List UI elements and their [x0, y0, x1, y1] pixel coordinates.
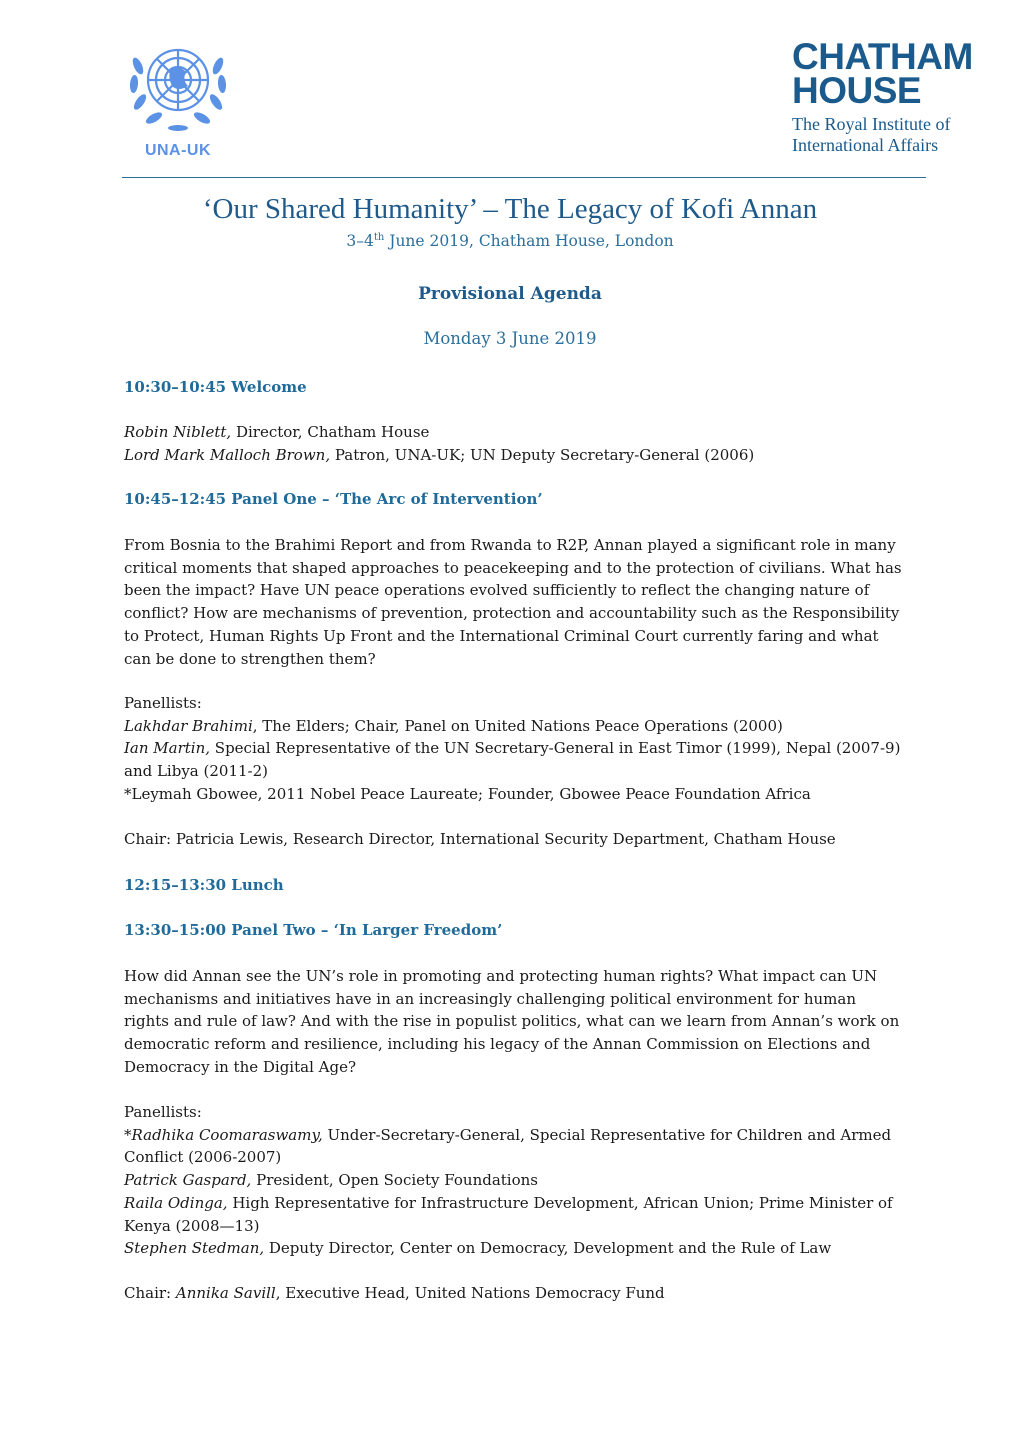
lunch-heading: 12:15–13:30 Lunch	[124, 876, 284, 894]
panel-one-description: From Bosnia to the Brahimi Report and from Rwanda to R2P, Annan played a significant role in many critical moments that shaped approaches to peacekeeping and to the protection of civilians. What has been the impact? Have UN peace operations evolved sufficiently to reflect the changing nature of conflict? How are mechanisms of prevention, protection and accountability such as the Responsibility to Protect, Human Rights Up Front and the International Criminal Court currently faring and what can be done to strengthen them?	[124, 536, 902, 668]
panellist: *Radhika Coomaraswamy, Under-Secretary-General, Special Representative for Children and Armed	[124, 1125, 892, 1144]
chatham-logo-line1: CHATHAM	[792, 36, 973, 77]
header-divider	[122, 177, 926, 178]
chatham-logo-line2: HOUSE	[792, 70, 922, 111]
welcome-speaker: Robin Niblett, Director, Chatham House	[124, 423, 430, 441]
panellist: Ian Martin, Special Representative of the UN Secretary-General in East Timor (1999), Nepal (2007-9)	[124, 739, 901, 758]
panel-two-description: How did Annan see the UN’s role in promoting and protecting human rights? What impact can UN mechanisms and initiatives have in an increasingly challenging political environment for human rights and rule of law? And with the rise in populist politics, what can we learn from Annan’s work on democratic reform and resilience, including his legacy of the Annan Commission on Elections and Democracy in the Digital Age?	[124, 967, 900, 1076]
una-uk-logo	[120, 36, 236, 160]
panel-one-chair: Chair: Patricia Lewis, Research Director, International Security Department, Chatham House	[124, 830, 836, 848]
panellist: Raila Odinga, High Representative for Infrastructure Development, African Union; Prime Minister of	[124, 1193, 893, 1212]
welcome-speaker: Lord Mark Malloch Brown, Patron, UNA-UK; UN Deputy Secretary-General (2006)	[124, 445, 755, 464]
panellist: *Leymah Gbowee, 2011 Nobel Peace Laureate; Founder, Gbowee Peace Foundation Africa	[124, 784, 811, 803]
chatham-logo-sub2: International Affairs	[792, 135, 939, 155]
panellist: Patrick Gaspard, President, Open Society Foundations	[124, 1171, 538, 1190]
chatham-logo-sub1: The Royal Institute of	[792, 114, 951, 134]
panel-two-heading: 13:30–15:00 Panel Two – ‘In Larger Freedom’	[124, 921, 503, 939]
panel-two-chair: Chair: Annika Savill, Executive Head, United Nations Democracy Fund	[124, 1284, 665, 1302]
una-uk-text: UNA-UK	[144, 142, 212, 159]
panel-one-panellists: Panellists: Lakhdar Brahimi, The Elders; Chair, Panel on United Nations Peace Operations (2000) Ian Martin, Special Representative of the UN Secretary-General in East Timor (1999), Nepal (2007-9) and Libya (2011-2) *Leymah Gbowee, 2011 Nobel Peace Laureate; Founder, Gbowee Peace Foundation Africa	[124, 692, 914, 806]
document-title: ‘Our Shared Humanity’ – The Legacy of Kofi Annan	[202, 193, 818, 225]
panel-two-panellists: Panellists: *Radhika Coomaraswamy, Under-Secretary-General, Special Representative for Children and Armed Conflict (2006-2007) Patrick Gaspard, President, Open Society Foundations Raila Odinga, High Representative for Infrastructure Development, African Union; Prime Minister of Kenya (2008—13) Stephen Stedman, Deputy Director, Center on Democracy, Development and the Rule of Law	[124, 1101, 914, 1260]
chatham-house-logo	[792, 36, 973, 156]
agenda-heading: Provisional Agenda	[418, 284, 602, 304]
un-emblem-icon	[122, 36, 234, 136]
panellist: Stephen Stedman, Deputy Director, Center on Democracy, Development and the Rule of Law	[124, 1239, 832, 1258]
panel-one-heading: 10:45–12:45 Panel One – ‘The Arc of Intervention’	[124, 490, 543, 508]
event-date-location: 3–4th June 2019, Chatham House, London	[346, 232, 674, 251]
welcome-heading: 10:30–10:45 Welcome	[124, 378, 307, 396]
day-heading: Monday 3 June 2019	[423, 329, 597, 348]
panellist: Lakhdar Brahimi, The Elders; Chair, Panel on United Nations Peace Operations (2000)	[124, 716, 783, 735]
